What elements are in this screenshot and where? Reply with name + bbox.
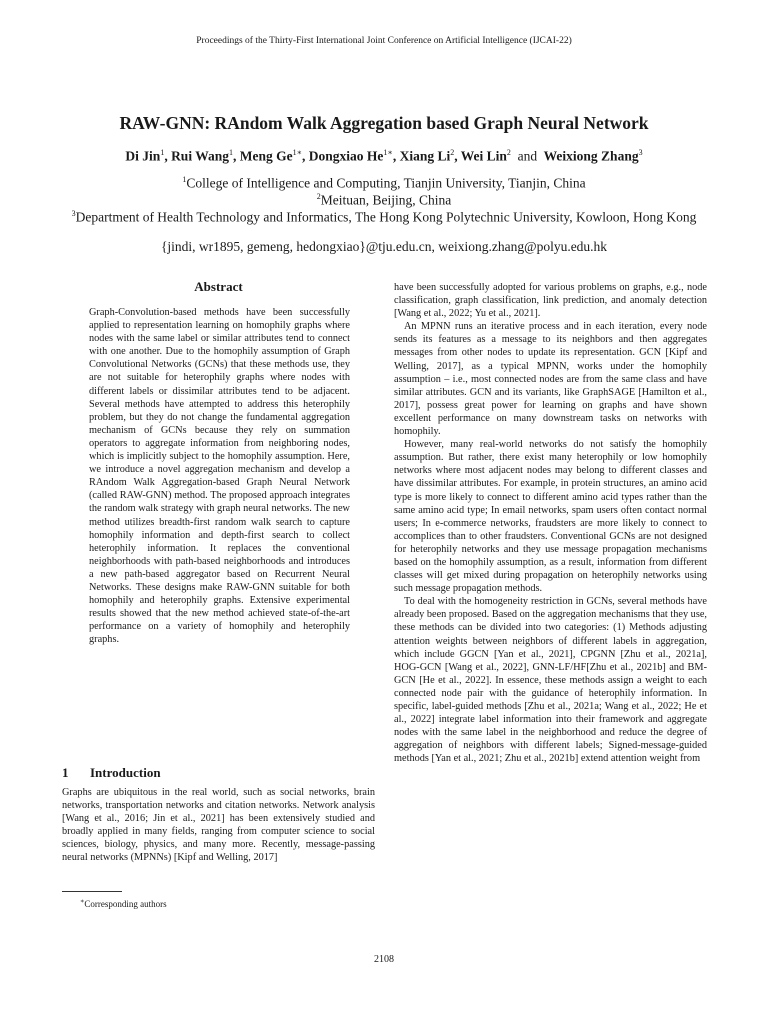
right-column — [394, 281, 707, 765]
paragraph: To deal with the homogeneity restriction in GCNs, several methods have already been proposed. Based on the aggregation mechanisms that they use, these methods can be divided into two categories: (1) Methods adjusting attention weights between neighbors of different labels in aggregation, which include GGCN [Yan et al., 2021], CPGNN [Zhu et al., 2021a], HOG-GCN [Wang et al., 2022], GNN-LF/HF[Zhu et al., 2021b] and BM-GCN [He et al., 2022]. In essence, these methods assign a weight to each connected node pair with the guidance of heterophily information. In specific, label-guided methods [Zhu et al., 2021a; Wang et al., 2022; He et al., 2022] integrate label information into their framework and aggregate nodes with the same label in the neighborhood and reduce the degree of aggregation of neighbors with different labels; Signed-message-guided methods [Yan et al., 2021; Zhu et al., 2021b] extend attention weight from — [394, 596, 707, 765]
section-title: Introduction — [90, 765, 161, 780]
footnote — [80, 897, 167, 909]
abstract-heading: Abstract — [194, 279, 243, 294]
section-number: 1 — [62, 765, 69, 780]
paragraph: Graphs are ubiquitous in the real world, such as social networks, brain networks, transportation networks and citation networks. Network analysis [Wang et al., 2016; Jin et al., 2021] has been extensively studied and broadly applied in many fields, ranging from computer science to social sciences, biology, physics, and many more. Recently, message-passing neural networks (MPNNs) [Kipf and Welling, 2017] — [62, 787, 375, 864]
author-affil-mark: 1 — [160, 148, 165, 157]
author-emails: {jindi, wr1895, gemeng, hedongxiao}@tju.edu.cn, weixiong.zhang@polyu.edu.hk — [160, 239, 608, 254]
author-name: Wei Lin — [460, 148, 507, 164]
venue-header: Proceedings of the Thirty-First International Joint Conference on Artificial Intelligence (IJCAI-22) — [196, 36, 572, 46]
author-affil-mark: 2 — [450, 148, 455, 157]
introduction-paragraph — [62, 786, 375, 865]
affiliation-3: $^3$Department of Health Technology and Informatics, The Hong Kong Polytechnic University, Kowloon, Hong Kong — [71, 209, 697, 225]
footnote-mark: ∗ — [80, 898, 85, 905]
footnote-text: Corresponding authors — [84, 899, 167, 909]
page-number: 2108 — [374, 954, 394, 965]
affiliation-1: $^1$College of Intelligence and Computing, Tianjin University, Tianjin, China — [182, 175, 586, 191]
abstract-text: Graph-Convolution-based methods have been successfully applied to representation learning on homophily graphs where nodes with the same label or similar attributes tend to connect with one another. Due to the homophily assumption of Graph Convolutional Networks (GCNs) that these methods use, they are not suitable for heterophily graphs where nodes with different labels or dissimilar attributes tend to be adjacent. Several methods have attempted to address this heterophily problem, but they do not change the fundamental aggregation mechanism of GCNs because they rely on summation operators to aggregate information from neighboring nodes, which is implicitly subject to the homophily assumption. Here, we introduce a novel aggregation mechanism and develop a RAndom Walk Aggregation-based Graph Neural Network (called RAW-GNN) method. The proposed approach integrates the random walk strategy with graph neural networks. The new method utilizes breadth-first random walk search to capture homophily information and depth-first search to collect heterophily information. It replaces the conventional neighborhoods with path-based neighborhoods and introduces a new path-based aggregator based on Recurrent Neural Networks. These designs make RAW-GNN suitable for both homophily and heterophily graphs. Extensive experimental results showed that the new method achieved state-of-the-art performance on a variety of homophily and heterophily graphs. — [89, 307, 350, 646]
author-affil-mark: 1 — [228, 148, 233, 157]
affiliation-2: $^2$Meituan, Beijing, China — [316, 192, 452, 208]
author-name: Meng Ge — [239, 148, 293, 164]
author-affil-mark: 1∗ — [292, 148, 303, 157]
paragraph: However, many real-world networks do not satisfy the homophily assumption. But rather, there exist many heterophily or low homophily networks where most adjacent nodes may belong to different classes and have dissimilar attributes. For example, in protein structures, an amino acid type is more likely to connect to different amino acid types rather than the same amino acid type; In email networks, spam users often contact normal users; In e-commerce networks, fraudsters are more likely to connect to accomplices than to other fraudsters. Conventional GCNs are not designed for heterophily networks and they use message propagation mechanisms based on the homophily assumption, as a result, information from different classes will get mixed during propagation on heterophily networks using such message propagation methods. — [394, 439, 707, 595]
section-heading-introduction — [62, 765, 161, 781]
paper-title: RAW-GNN: RAndom Walk Aggregation based Graph Neural Network — [119, 113, 649, 133]
author-name: Di Jin — [125, 148, 161, 164]
author-affil-mark: 2 — [506, 148, 511, 157]
paragraph: An MPNN runs an iterative process and in each iteration, every node sends its features as a message to its neighbors and then aggregates messages from other nodes to update its representation. GCN [Kipf and Welling, 2017], as a typical MPNN, works under the homophily assumption – i.e., most connected nodes are from the same class and have similar attributes. GCN and its variants, like GraphSAGE [Hamilton et al., 2017], possess great power for learning on graphs and have shown excellent performance on many downstream tasks on networks with homophily. — [394, 321, 707, 438]
author-affil-mark: 1∗ — [383, 148, 393, 157]
author-list: Di Jin$^1$, Rui Wang$^1$, Meng $Ge^{1∗}$, Dongxiao $He^{1∗}$, Xiang Li$^2$, Wei Lin$^2$ and Weixiong Zhang$^3$ — [125, 148, 643, 164]
footnote-rule — [62, 891, 122, 892]
author-name: Dongxiao He — [308, 148, 384, 164]
author-conjunction: and — [517, 148, 538, 164]
author-affil-mark: 3 — [638, 148, 643, 157]
author-name: Xiang Li — [399, 148, 451, 164]
paragraph: have been successfully adopted for various problems on graphs, e.g., node classification, graph classification, link prediction, and anomaly detection [Wang et al., 2022; Yu et al., 2021]. — [394, 282, 707, 320]
author-name: Weixiong Zhang — [543, 148, 639, 164]
author-name: Rui Wang — [171, 148, 229, 164]
